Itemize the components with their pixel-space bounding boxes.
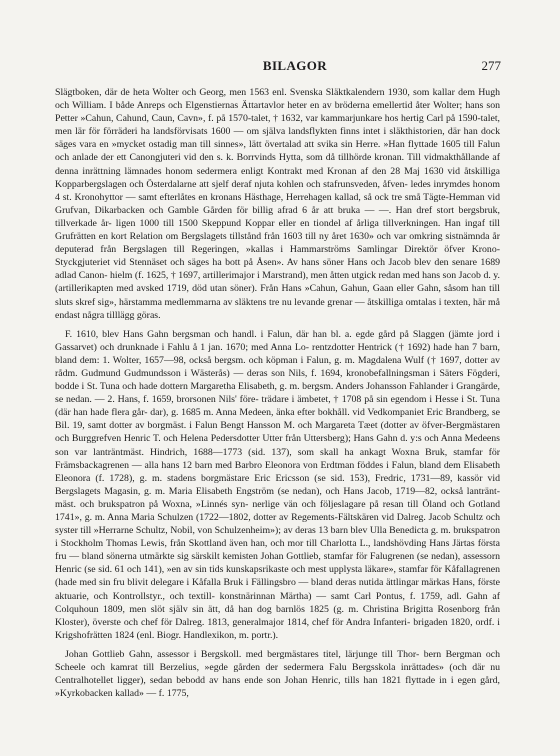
page-header: [89, 58, 501, 76]
paragraph-2: F. 1610, blev Hans Gahn bergsman och handl. i Falun, där han bl. a. egde gård på Slaggen (jämte jord i Gassarvet) och drunknade i Fahlu å 1 jan. 1670; med Anna Lo- rentzdotter Hentrick († 1692) hade han 7 barn, bland dem: 1. Wolter, 1657—98, också bergsm. och köpman i Falun, g. m. Magdalena Wulf († 1697, dotter av rådm. Gudmund Gudmundsson i Wästerås) — deras son Nils, f. 1694, kronobefallningsman i Säters Fögderi, bodde i St. Tuna och hade dottern Margaretha Elisabeth, g. m. bergsm. Anders Johansson Fahlander i Grangärde, se nedan. — 2. Hans, f. 1659, brorsonen Nils' före- trädare i ämbetet, † 1708 på sin egendom i Hesse i St. Tuna (där han hade flera går- dar), g. 1685 m. Anna Medeen, änka efter bokhåll. vid Vedkompaniet Eric Brandberg, se Bil. 19, samt dotter av borgmäst. i Falun Bengt Hansson M. och Margareta Tæet (dotter av öfver-Bergmästaren och Burggrefven Henric T. och Helena Pedersdotter Utter från Uttersberg); Hans Gahn d. y:s och Anna Medeens son var lanträntmäst. Hindrich, 1688—1773 (sid. 137), som skall ha ankagt Woxna Bruk, stamfar för Främsbackagrenen — alla hans 12 barn med Barbro Eleonora von Erdtman föddes i Falun, bland dem Elisabeth Eleonora (f. 1728), g. m. stadens borgmästare Eric Ericsson (se sid. 153), Fredric, 1731—89, kassör vid Bergslagets Magasin, g. m. Maria Elisabeth Engström (se nedan), och Hans Jacob, 1719—82, också lanträntmäst. och brukspatron på Woxna, »Linnés syn- nerlige vän och följeslagare på resan till Öland och Gotland 1741», g. m. Anna Maria Schulzen (1722—1802, dotter av Regements-Fältskären vid Dalreg. Jacob Schultz och syster till »Herrarne Schultz, Nobil, von Schulzenheim»); av deras 13 barn blev Ulla Benedicta g. m. brukspatron i Stockholm Thomas Lewis, från Skottland även han, och mor till Charlotta L., landshövding Hans Järtas första fru — bland sönerna utmärkte sig särskilt kemisten Johan Gottlieb, stamfar för Falugrenen (se nedan), assessorn Henric (se sid. 61 och 141), »en av sin tids kunskapsrikaste och mest upplysta läkare», stamfar för Kåfallagrenen (hade med sin fru blivit delegare i Kåfalla Bruk i Fällingsbro — bland deras nutida ättlingar märkas Hans, förste aktuarie, och Kontrollstyr., och textill- konstnärinnan Märtha) — samt Carl Pontus, f. 1759, adl. Gahn af Colquhoun 1809, men slöt själv sin ätt, då han dog barnlös 1825 (g. m. Christina Brigitta Rosenborg från Kloster), överste och chef för Dalreg. 1813, generalmajor 1814, chef för Andra Infanteri- brigaden 1820, ordf. i Krigshofrätten 1824 (enl. Biogr. Handlexikon, m. portr.).: [55, 328, 500, 641]
body-text: [55, 86, 500, 700]
running-title: BILAGOR: [262, 58, 328, 73]
paragraph-3: Johan Gottlieb Gahn, assessor i Bergskoll. med bergmästares titel, lärjunge till Thor- bern Bergman och Scheele och kamrat till Berzelius, »egde gården der sedermera Falu Bergsskola inrättades» (och där nu Centralhotellet ligger), sedan bebodd av hans ende son Johan Henric, tills han 1821 flyttade in i egen gård, »Kyrkobacken kallad» — f. 1775,: [55, 648, 500, 700]
paragraph-1: Slägtboken, där de heta Wolter och Georg, men 1563 enl. Svenska Släktkalendern 1930, som kallar dem Hugh och William. I både Anreps och Elgenstiernas Ättartavlor heter en av bröderna emellertid åter Wolter; hans son Petter »Cahun, Cahund, Caun, Cavn», f. på 1570-talet, † 1632, var kammarjunkare hos hertig Carl på 1590-talet, men lär för förräderi ha landsförvisats 1600 — om själva landsflykten finns intet i släkthistorien, där han dock säges vara en »mycket ostadig man till sinnes», lätt övertalad att svika sin Herre. »Han flyttade 1605 till Falun och anlade der ett Canongjuteri vid den s. k. Borrvinds Hytta, som då tillhörde kronan. Till vidmakthållande af denna inrättning lämnades honom sedermera enligt Kontrakt med Kronan af den 28 Maj 1630 vid åtskilliga Kopparbergslagen och Österdalarne att sjelf deraf njuta kohlen och stafrunsveden, åfven- ledes inrymdes honom 4 st. Kronohyttor — samt efterlåtes en kronans Hästhage, Herrehagen kallad, så ock tre små Tägte-Hemman vid Grufvan, Dikarbacken och Gamble Gården för billig afrad 6 år att bruka — —. Han dref stort bergsbruk, tillverkade år- ligen 1000 till 1500 Skeppund Koppar eller en tiondel af årliga tillverkningen. Han ingaf till Grufrätten en kort Relation om Bergslagets tillstånd från 1603 till ny året 1630» och var omkring sistnämnda år deputerad från Bergslagen till Regeringen, »kallas i Hammarströms Samlingar Direktör öfver Krono-Styckgjuteriet vid Stennäset och säges ha bott på Åsen». Av hans söner Hans och Jacob blev den senare 1689 adlad Canon- hielm (f. 1625, † 1697, artillerimajor i Marstrand), men åtten utgick redan med hans son Jacob d. y. (artillerikapten med avsked 1719, död utan söner). Från Hans »Cahun, Gahun, Gaan eller Gahn, såsom han till sluts skref sig», härstamma medlemmarna av släktens tre nu levande grenar — åtskilliga omtalas i texten, här må endast några tilllägg göras.: [55, 87, 500, 321]
page-number: 277: [481, 58, 501, 73]
